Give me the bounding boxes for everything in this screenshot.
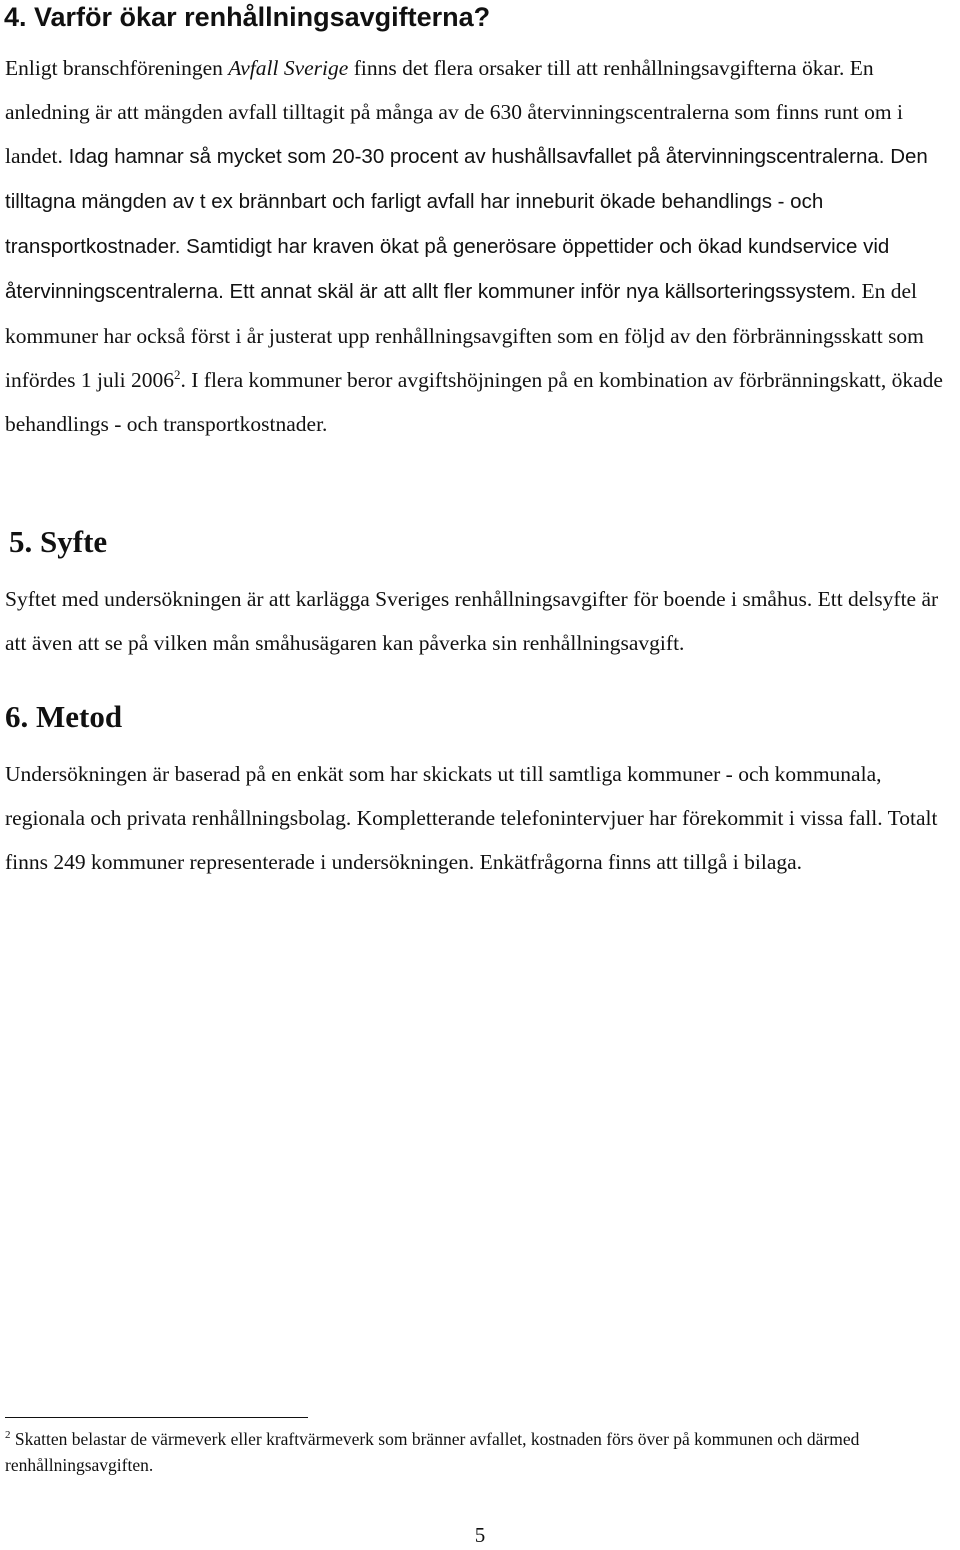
page-number: 5 <box>474 1523 486 1547</box>
section-4-text-end: . I flera kommuner beror avgiftshöjningen på en kombination av förbränningskatt, ökade behandlings - och transportkostnader. <box>5 368 943 436</box>
section-4-heading: 4. Varför ökar renhållningsavgifterna? <box>4 2 491 32</box>
section-6-paragraph: Undersökningen är baserad på en enkät som har skickats ut till samtliga kommuner - och kommunala, regionala och privata renhållningsbolag. Kompletterande telefonintervjuer har förekommit i vissa fall. Totalt finns 249 kommuner representerade i undersökningen. Enkätfrågorna finns att tillgå i bilaga. <box>5 762 938 874</box>
footnote-text: Skatten belastar de värmeverk eller kraftvärmeverk som bränner avfallet, kostnaden förs över på kommunen och därmed renhållningsavgiften. <box>5 1429 860 1475</box>
section-5-paragraph: Syftet med undersökningen är att karlägga Sveriges renhållningsavgifter för boende i småhus. Ett delsyfte är att även att se på vilken mån småhusägaren kan påverka sin renhållningsavgift. <box>5 587 939 655</box>
section-4-paragraph <box>5 46 960 446</box>
section-5-heading: 5. Syfte <box>9 524 108 559</box>
footnote <box>5 1426 955 1478</box>
section-6-heading: 6. Metod <box>5 699 123 734</box>
footnote-divider <box>5 1417 308 1418</box>
organization-name: Avfall Sverige <box>228 56 349 80</box>
section-4-text-sans: Idag hamnar så mycket som 20-30 procent av hushållsavfallet på återvinningscentralerna. Den tilltagna mängden av t ex brännbart och farligt avfall har inneburit ökade behandlings - och transportkostnader. Samtidigt har kraven ökat på generösare öppettider och ökad kundservice vid återvinningscentralerna. Ett annat skäl är att allt fler kommuner inför nya källsorteringssystem. <box>5 145 928 303</box>
footnote-number: 2 <box>5 1429 11 1442</box>
footnote-reference[interactable]: 2 <box>174 366 181 382</box>
section-4-text-tail: En del kommuner har också först i år justerat upp renhållningsavgiften som en följd av den förbränningsskatt som infördes 1 juli 2006 <box>5 279 924 392</box>
section-4-text-serif: finns det flera orsaker till att renhållningsavgifterna ökar. En anledning är att mängden avfall tilltagit på många av de 630 återvinningscentralerna som finns runt om i landet. <box>5 56 903 168</box>
section-4-text-intro: Enligt branschföreningen <box>5 56 229 80</box>
